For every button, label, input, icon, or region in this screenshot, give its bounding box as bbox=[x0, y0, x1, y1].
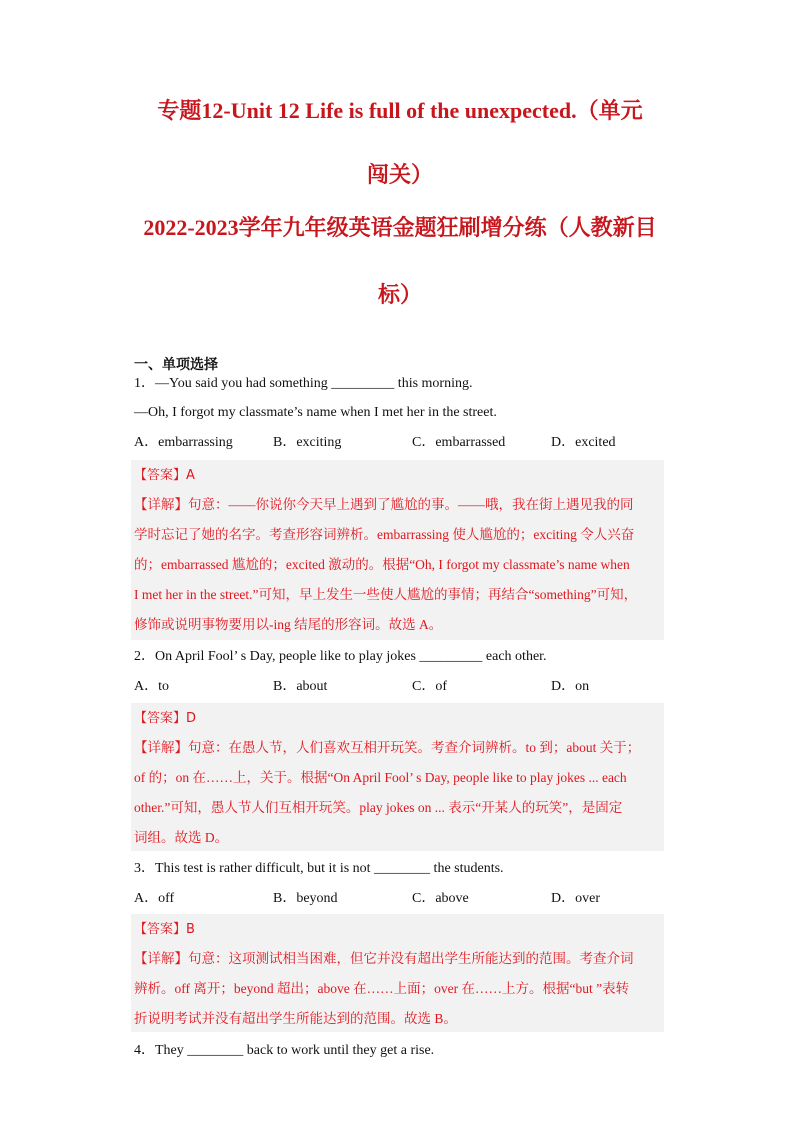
question-3-stem: 3．This test is rather difficult, but it is not ________ the students. bbox=[134, 861, 504, 876]
option-d: D．over bbox=[551, 891, 600, 906]
document-title-line-4: 标） bbox=[377, 282, 422, 307]
answer-2: 【答案】D bbox=[134, 711, 197, 726]
explanation-1-line-5: 修饰或说明事物要用以-ing 结尾的形容词。故选 A。 bbox=[134, 617, 443, 632]
explanation-1-line-1: 【详解】句意：——你说你今天早上遇到了尴尬的事。——哦，我在街上遇见我的同 bbox=[134, 497, 634, 512]
document-title-line-1: 专题12-Unit 12 Life is full of the unexpected.（单元 bbox=[157, 98, 643, 123]
answer-box-1 bbox=[131, 460, 664, 640]
explanation-2-line-4: 词组。故选 D。 bbox=[134, 830, 229, 845]
explanation-1-line-3: 的；embarrassed 尴尬的；excited 激动的。根据“Oh, I forgot my classmate’s name when bbox=[134, 557, 630, 572]
option-d: D．excited bbox=[551, 435, 616, 450]
document-title-line-3: 2022-2023学年九年级英语金题狂刷增分练（人教新目 bbox=[143, 215, 657, 240]
option-c: C．of bbox=[412, 679, 447, 694]
option-c: C．embarrassed bbox=[412, 435, 506, 450]
answer-1: 【答案】A bbox=[134, 468, 195, 483]
explanation-3-line-1: 【详解】句意：这项测试相当困难，但它并没有超出学生所能达到的范围。考查介词 bbox=[134, 951, 634, 966]
explanation-3-line-3: 折说明考试并没有超出学生所能达到的范围。故选 B。 bbox=[134, 1011, 457, 1026]
question-1-reply: —Oh, I forgot my classmate’s name when I met her in the street. bbox=[134, 405, 497, 420]
option-a: A．off bbox=[134, 891, 175, 906]
option-c: C．above bbox=[412, 891, 469, 906]
explanation-2-line-2: of 的；on 在……上，关于。根据“On April Fool’ s Day, people like to play jokes ... each bbox=[134, 770, 627, 785]
answer-box-2 bbox=[131, 703, 664, 851]
explanation-1-line-4: I met her in the street.”可知，早上发生一些使人尴尬的事情；再结合“something”可知， bbox=[134, 587, 638, 602]
answer-box-3 bbox=[131, 914, 664, 1032]
question-1-stem: 1．—You said you had something _________ this morning. bbox=[134, 376, 473, 391]
answer-3: 【答案】B bbox=[134, 922, 195, 937]
question-4-stem: 4．They ________ back to work until they get a rise. bbox=[134, 1043, 435, 1058]
option-d: D．on bbox=[551, 679, 590, 694]
option-a: A．to bbox=[134, 679, 169, 694]
document-title-line-2: 闯关） bbox=[366, 162, 433, 187]
section-heading: 一、单项选择 bbox=[134, 357, 218, 373]
question-2-stem: 2．On April Fool’ s Day, people like to play jokes _________ each other. bbox=[134, 649, 547, 664]
explanation-2-line-1: 【详解】句意：在愚人节，人们喜欢互相开玩笑。考查介词辨析。to 到；about 关于； bbox=[134, 740, 641, 755]
option-b: B．beyond bbox=[273, 891, 338, 906]
option-b: B．about bbox=[273, 679, 328, 694]
option-a: A．embarrassing bbox=[134, 435, 233, 450]
explanation-2-line-3: other.”可知，愚人节人们互相开玩笑。play jokes on ... 表示“开某人的玩笑”，是固定 bbox=[134, 800, 623, 815]
option-b: B．exciting bbox=[273, 435, 342, 450]
explanation-1-line-2: 学时忘记了她的名字。考查形容词辨析。embarrassing 使人尴尬的；exciting 令人兴奋 bbox=[134, 527, 635, 542]
explanation-3-line-2: 辨析。off 离开；beyond 超出；above 在……上面；over 在……上方。根据“but ”表转 bbox=[134, 981, 630, 996]
